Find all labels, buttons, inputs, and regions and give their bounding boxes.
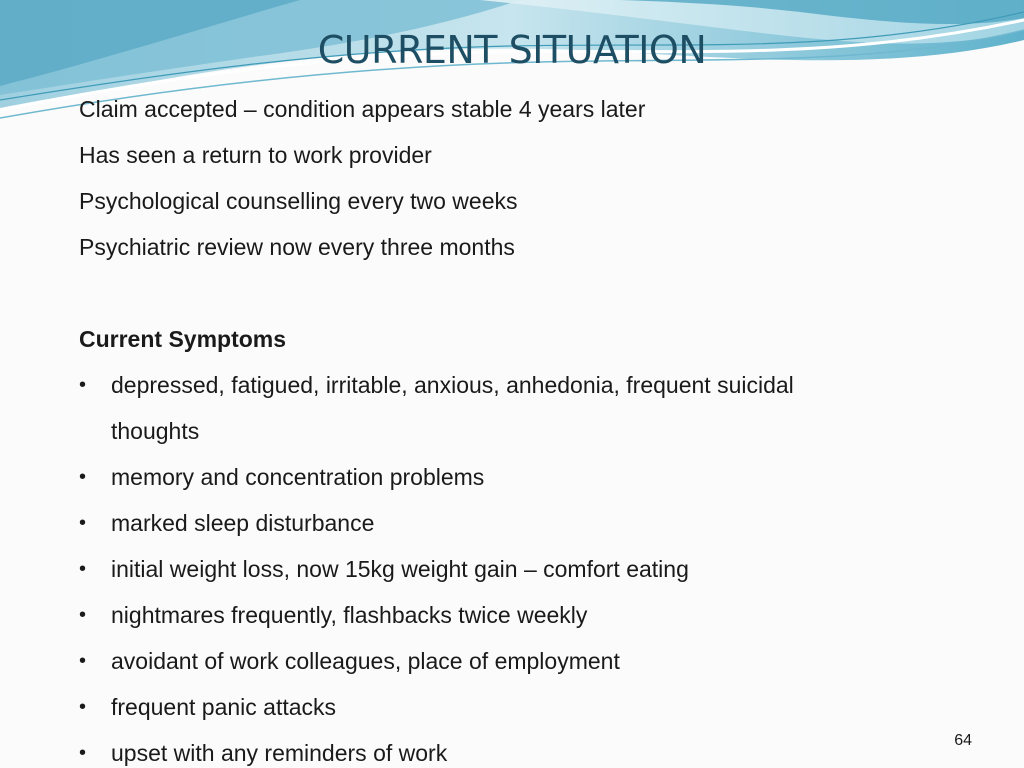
page-number: 64 bbox=[954, 732, 972, 749]
bullet-icon: • bbox=[79, 466, 87, 488]
symptom-text: avoidant of work colleagues, place of employment bbox=[111, 648, 620, 674]
symptom-item bbox=[79, 684, 979, 730]
blank-line bbox=[79, 270, 979, 316]
bullet-icon: • bbox=[79, 374, 87, 396]
symptom-text: upset with any reminders of work bbox=[111, 740, 448, 766]
symptom-item bbox=[79, 592, 979, 638]
status-line: Has seen a return to work provider bbox=[79, 142, 432, 168]
symptom-item bbox=[79, 730, 979, 768]
symptom-text: frequent panic attacks bbox=[111, 694, 337, 720]
symptom-item bbox=[79, 546, 979, 592]
bullet-icon: • bbox=[79, 558, 87, 580]
symptom-item bbox=[79, 362, 979, 408]
symptom-text: memory and concentration problems bbox=[111, 464, 485, 490]
status-line: Claim accepted – condition appears stable 4 years later bbox=[79, 96, 646, 122]
symptom-text: nightmares frequently, flashbacks twice weekly bbox=[111, 602, 588, 628]
status-line: Psychiatric review now every three months bbox=[79, 234, 515, 260]
symptom-item bbox=[79, 638, 979, 684]
symptom-text: marked sleep disturbance bbox=[111, 510, 375, 536]
symptom-text-continuation: thoughts bbox=[111, 418, 200, 444]
bullet-icon: • bbox=[79, 650, 87, 672]
symptoms-heading: Current Symptoms bbox=[79, 326, 287, 352]
symptom-item bbox=[79, 500, 979, 546]
status-line: Psychological counselling every two weeks bbox=[79, 188, 518, 214]
slide-title: CURRENT SITUATION bbox=[317, 28, 707, 72]
bullet-icon: • bbox=[79, 742, 87, 764]
symptom-text: depressed, fatigued, irritable, anxious, anhedonia, frequent suicidal bbox=[111, 372, 794, 398]
slide-body bbox=[79, 86, 979, 768]
bullet-icon: • bbox=[79, 696, 87, 718]
symptom-text: initial weight loss, now 15kg weight gain – comfort eating bbox=[111, 556, 689, 582]
bullet-icon: • bbox=[79, 512, 87, 534]
symptom-item bbox=[79, 454, 979, 500]
bullet-icon: • bbox=[79, 604, 87, 626]
